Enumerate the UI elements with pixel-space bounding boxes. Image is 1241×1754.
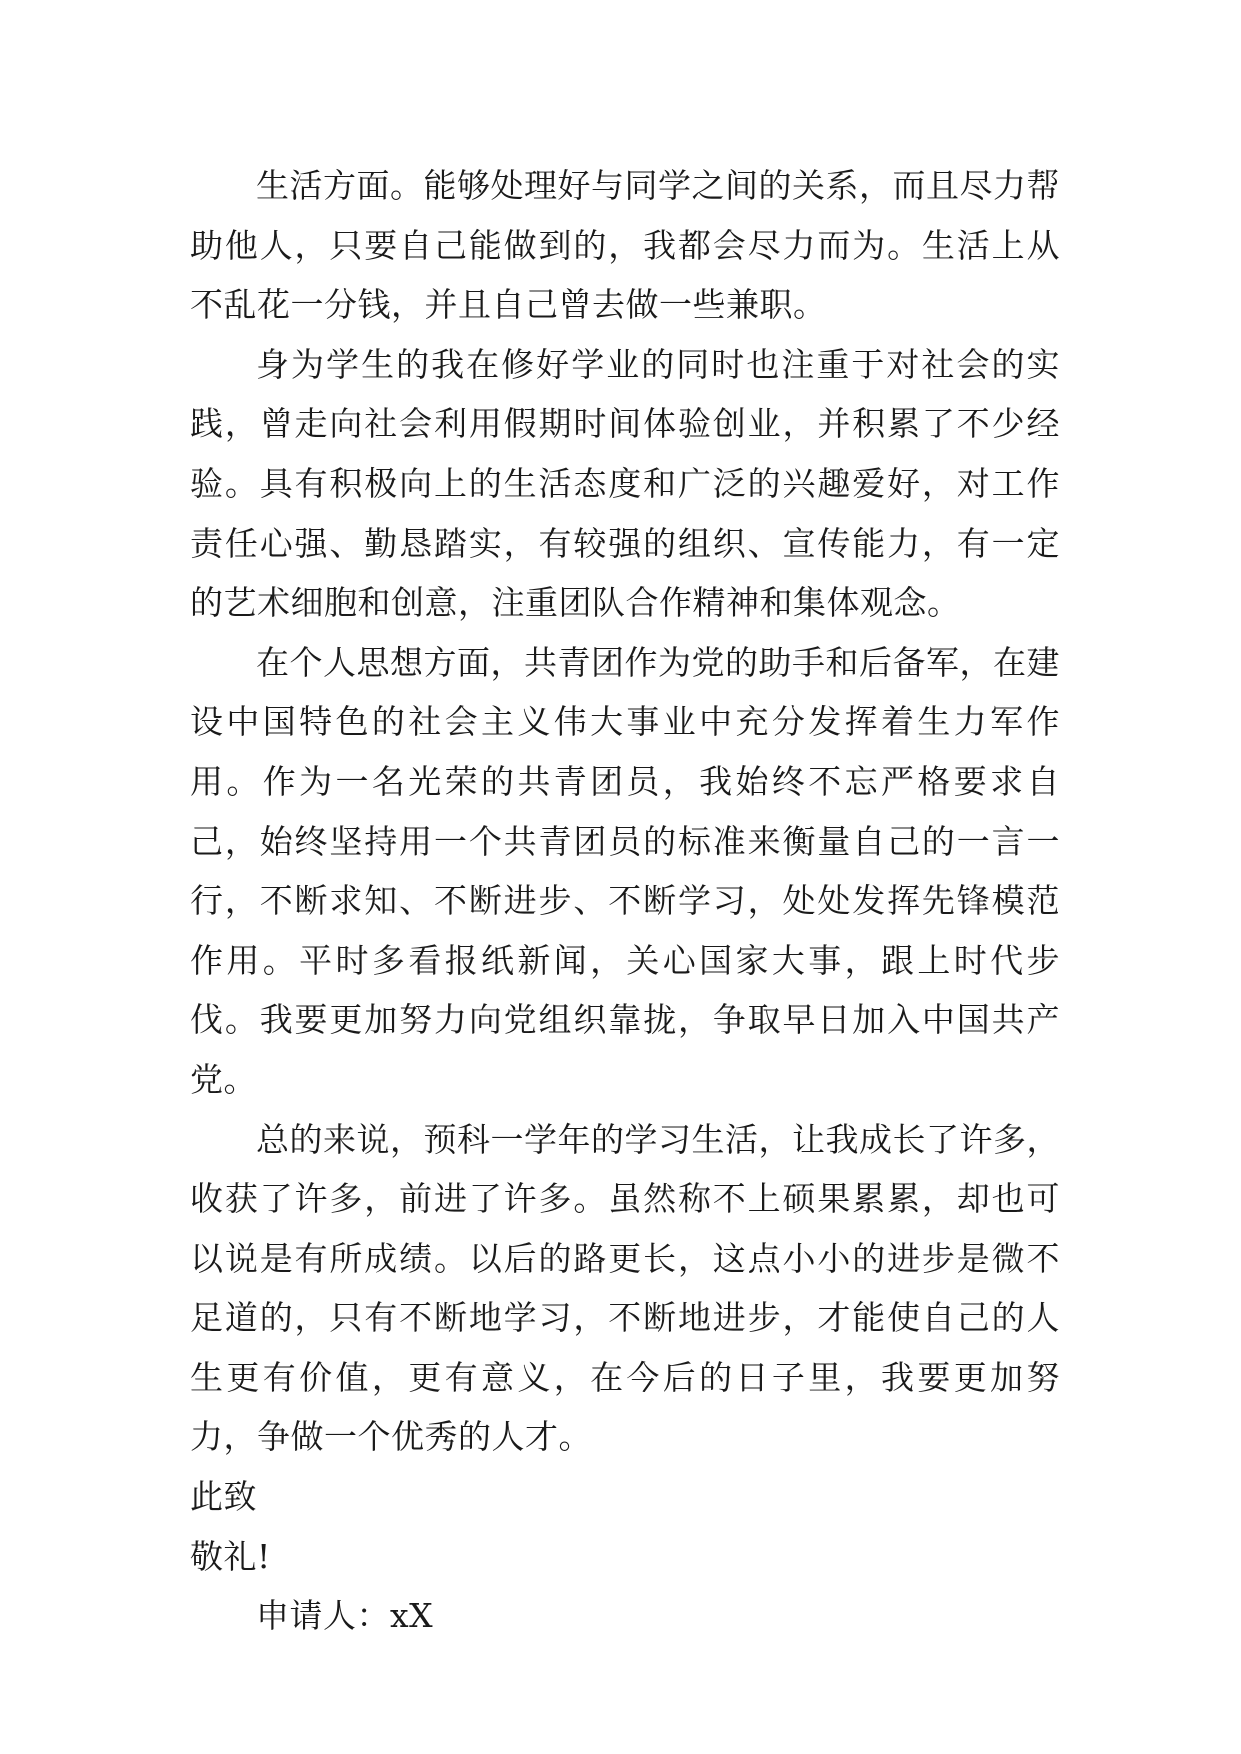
closing-salutation: 此致: [190, 1477, 257, 1517]
paragraph-thought: 在个人思想方面，共青团作为党的助手和后备军，在建设中国特色的社会主义伟大事业中充分发挥着生力军作用。作为一名光荣的共青团员，我始终不忘严格要求自己，始终坚持用一个共青团员的标准来衡量自己的一言一行，不断求知、不断进步、不断学习，处处发挥先锋模范作用。平时多看报纸新闻，关心国家大事，跟上时代步伐。我要更加努力向党组织靠拢，争取早日加入中国共产党。: [190, 642, 1060, 1099]
closing-regards: 敬礼!: [190, 1536, 271, 1576]
paragraph-summary: 总的来说，预科一学年的学习生活，让我成长了许多，收获了许多，前进了许多。虽然称不上硕果累累，却也可以说是有所成绩。以后的路更长，这点小小的进步是微不足道的，只有不断地学习，不断地进步，才能使自己的人生更有价值，更有意义，在今后的日子里，我要更加努力，争做一个优秀的人才。: [190, 1119, 1060, 1457]
letter-body: [190, 156, 1060, 1646]
paragraph-life: 生活方面。能够处理好与同学之间的关系，而且尽力帮助他人，只要自己能做到的，我都会尽力而为。生活上从不乱花一分钱，并且自己曾去做一些兼职。: [190, 166, 1060, 325]
applicant-signature: 申请人：xX: [256, 1596, 434, 1636]
paragraph-practice: 身为学生的我在修好学业的同时也注重于对社会的实践，曾走向社会利用假期时间体验创业，并积累了不少经验。具有积极向上的生活态度和广泛的兴趣爱好，对工作责任心强、勤恳踏实，有较强的组织、宣传能力，有一定的艺术细胞和创意，注重团队合作精神和集体观念。: [190, 344, 1060, 623]
